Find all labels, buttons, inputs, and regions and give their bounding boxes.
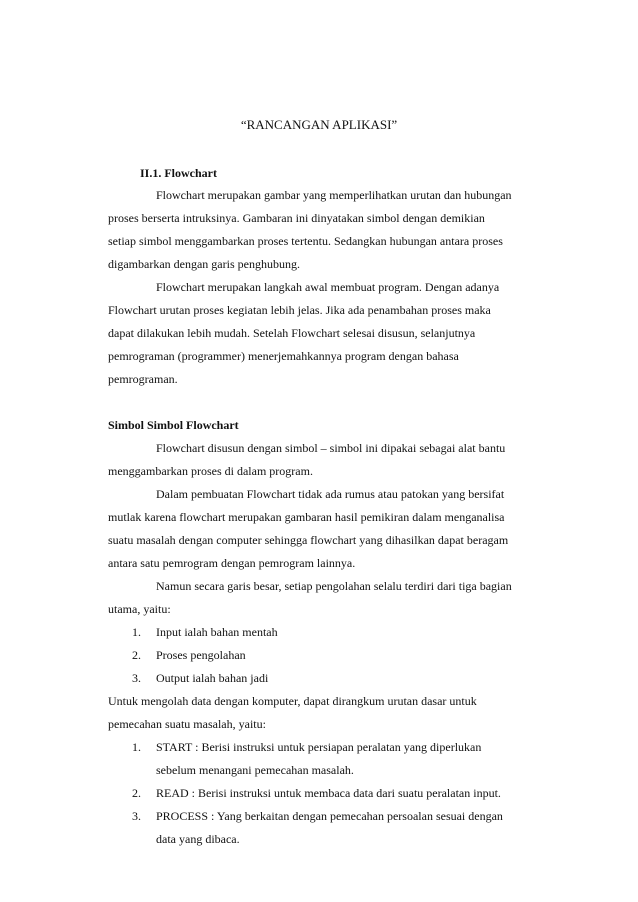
paragraph-line: Dalam pembuatan Flowchart tidak ada rumus atau patokan yang bersifat	[156, 487, 505, 501]
paragraph-line: Flowchart disusun dengan simbol – simbol ini dipakai sebagai alat bantu	[156, 441, 506, 455]
paragraph-line: Namun secara garis besar, setiap pengolahan selalu terdiri dari tiga bagian	[156, 579, 512, 593]
list-item-number: 2.	[132, 648, 141, 662]
paragraph-line: Flowchart merupakan gambar yang memperlihatkan urutan dan hubungan	[156, 188, 512, 202]
paragraph-line: menggambarkan proses di dalam program.	[108, 464, 313, 478]
list-item-number: 3.	[132, 671, 141, 685]
paragraph-line: pemecahan suatu masalah, yaitu:	[108, 717, 266, 731]
list-item-number: 1.	[132, 625, 141, 639]
paragraph-line: pemrograman.	[108, 372, 178, 386]
paragraph-line: utama, yaitu:	[108, 602, 171, 616]
list-item-number: 3.	[132, 809, 141, 823]
paragraph-line: digambarkan dengan garis penghubung.	[108, 257, 300, 271]
paragraph-line: suatu masalah dengan computer sehingga flowchart yang dihasilkan dapat beragam	[108, 533, 509, 547]
paragraph-line: Flowchart merupakan langkah awal membuat program. Dengan adanya	[156, 280, 500, 294]
paragraph-line: Untuk mengolah data dengan komputer, dapat dirangkum urutan dasar untuk	[108, 694, 477, 708]
list-item-continuation: data yang dibaca.	[156, 832, 240, 846]
list-item-continuation: sebelum menangani pemecahan masalah.	[156, 763, 354, 777]
list-item: Input ialah bahan mentah	[156, 625, 278, 639]
paragraph-line: antara satu pemrogram dengan pemrogram lainnya.	[108, 556, 356, 570]
list-item-number: 1.	[132, 740, 141, 754]
list-item-number: 2.	[132, 786, 141, 800]
paragraph-line: proses berserta intruksinya. Gambaran ini dinyatakan simbol dengan demikian	[108, 211, 485, 225]
section-heading-simbol: Simbol Simbol Flowchart	[108, 418, 239, 432]
paragraph-line: mutlak karena flowchart merupakan gambaran hasil pemikiran dalam menganalisa	[108, 510, 505, 524]
section-heading-flowchart: II.1. Flowchart	[140, 166, 217, 180]
list-item: Output ialah bahan jadi	[156, 671, 269, 685]
page-title: “RANCANGAN APLIKASI”	[240, 117, 398, 132]
paragraph-line: Flowchart urutan proses kegiatan lebih jelas. Jika ada penambahan proses maka	[108, 303, 491, 317]
list-item: START : Berisi instruksi untuk persiapan peralatan yang diperlukan	[156, 740, 482, 754]
paragraph-line: pemrograman (programmer) menerjemahkannya program dengan bahasa	[108, 349, 459, 363]
paragraph-line: setiap simbol menggambarkan proses tertentu. Sedangkan hubungan antara proses	[108, 234, 503, 248]
list-item: PROCESS : Yang berkaitan dengan pemecahan persoalan sesuai dengan	[156, 809, 503, 823]
list-item: Proses pengolahan	[156, 648, 246, 662]
paragraph-line: dapat dilakukan lebih mudah. Setelah Flowchart selesai disusun, selanjutnya	[108, 326, 476, 340]
list-item: READ : Berisi instruksi untuk membaca data dari suatu peralatan input.	[156, 786, 501, 800]
